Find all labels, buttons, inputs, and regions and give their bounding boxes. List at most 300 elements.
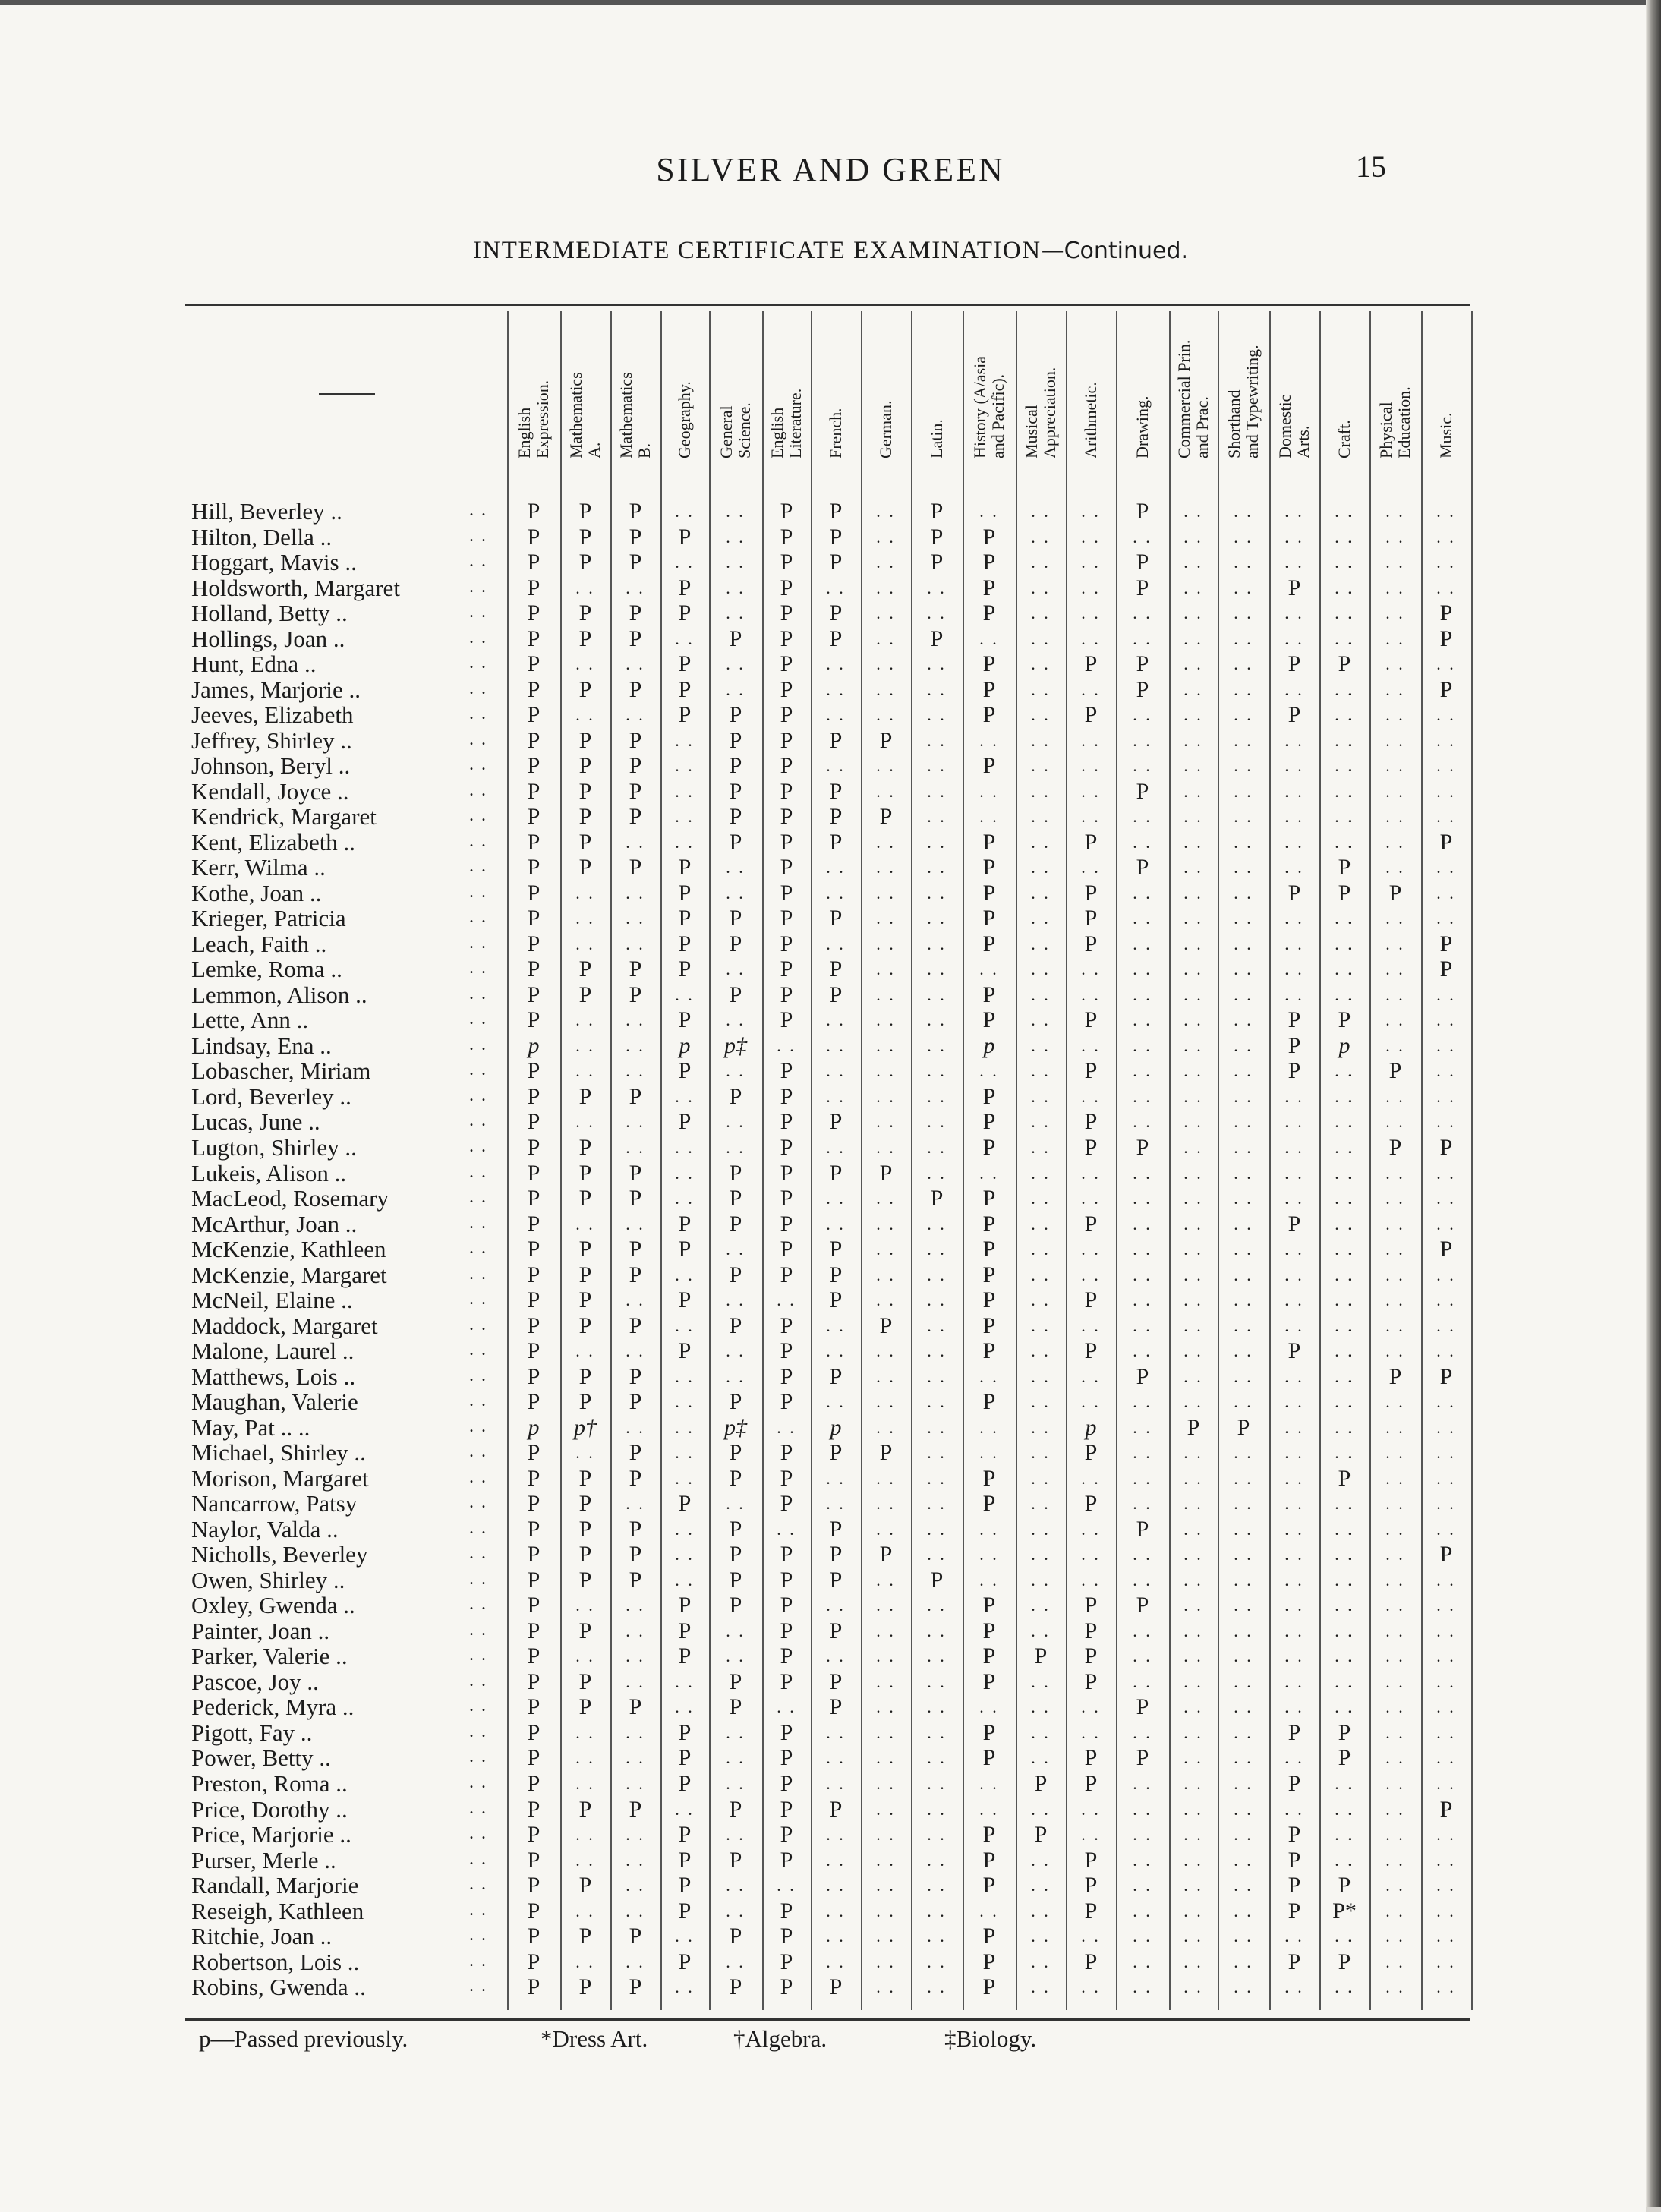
leader-dots: . .	[469, 1594, 487, 1615]
result-cell: . .	[1081, 985, 1101, 1004]
result-cell: P	[678, 1643, 692, 1669]
leader-dots: . .	[469, 1950, 487, 1971]
result-cell: . .	[1031, 1952, 1051, 1971]
result-cell: . .	[1436, 1417, 1456, 1437]
result-cell: . .	[876, 1035, 896, 1055]
result-cell: . .	[1234, 1722, 1253, 1742]
result-cell: P	[729, 1847, 742, 1873]
result-cell: P	[578, 1567, 592, 1593]
result-cell: . .	[876, 679, 896, 699]
result-cell: . .	[927, 934, 947, 953]
result-cell: P	[629, 1974, 642, 2000]
result-cell: . .	[675, 1392, 695, 1412]
result-cell: . .	[575, 705, 595, 725]
column-header-label: Geography.	[675, 381, 694, 458]
result-cell: . .	[826, 1061, 846, 1081]
result-cell: P	[780, 1491, 793, 1517]
result-cell: . .	[1436, 578, 1456, 597]
result-cell: . .	[1234, 1035, 1253, 1055]
result-cell: . .	[1081, 527, 1101, 547]
result-cell: . .	[1284, 1443, 1304, 1463]
student-name: Pascoe, Joy ..	[191, 1668, 319, 1695]
result-cell: P	[982, 1491, 996, 1517]
result-cell: . .	[1031, 1366, 1051, 1386]
result-cell: . .	[1031, 1697, 1051, 1717]
result-cell: . .	[1081, 1366, 1101, 1386]
result-cell: P	[629, 1465, 642, 1491]
result-cell: P	[982, 1618, 996, 1643]
result-cell: P	[678, 1237, 692, 1262]
result-cell: P	[1338, 1007, 1351, 1033]
result-cell: P	[1288, 1873, 1301, 1898]
result-cell: . .	[876, 1672, 896, 1691]
column-header-label: Craft.	[1335, 420, 1354, 458]
result-cell: . .	[979, 1545, 999, 1564]
result-cell: P	[578, 1974, 592, 2000]
result-cell: . .	[1335, 1214, 1354, 1234]
result-cell: . .	[876, 1570, 896, 1590]
result-cell: P	[982, 575, 996, 600]
result-cell: . .	[1234, 1138, 1253, 1157]
result-cell: . .	[1385, 1621, 1405, 1640]
leader-dots: . .	[469, 1721, 487, 1741]
table-row	[0, 1618, 1661, 1644]
result-cell: . .	[1284, 1417, 1304, 1437]
student-name: MacLeod, Rosemary	[191, 1185, 389, 1212]
result-cell: . .	[1081, 1570, 1101, 1590]
result-cell: . .	[1133, 1799, 1152, 1819]
table-row	[0, 1262, 1661, 1288]
result-cell: P	[982, 1847, 996, 1873]
result-cell: P	[829, 829, 843, 855]
result-cell: . .	[726, 553, 745, 572]
result-cell: . .	[726, 679, 745, 699]
result-cell: P	[829, 956, 843, 982]
result-cell: . .	[927, 1316, 947, 1335]
student-name: Hilton, Della ..	[191, 523, 333, 550]
result-cell: . .	[1284, 1189, 1304, 1208]
result-cell: . .	[1385, 959, 1405, 979]
result-cell: . .	[1133, 1646, 1152, 1666]
result-cell: . .	[1031, 1621, 1051, 1640]
result-cell: . .	[626, 705, 645, 725]
result-cell: P	[527, 1363, 541, 1389]
result-cell: . .	[826, 1494, 846, 1514]
leader-dots: . .	[469, 881, 487, 902]
result-cell: P	[1439, 676, 1453, 702]
result-cell: P	[629, 727, 642, 753]
result-cell: . .	[1031, 1977, 1051, 1997]
result-cell: P	[1338, 1719, 1351, 1745]
result-cell: . .	[979, 807, 999, 827]
result-cell: P	[780, 1186, 793, 1212]
result-cell: P	[729, 1186, 742, 1212]
result-cell: . .	[1031, 1494, 1051, 1514]
result-cell: . .	[1184, 1189, 1203, 1208]
result-cell: . .	[1385, 1927, 1405, 1946]
result-cell: P	[1084, 1058, 1098, 1084]
result-cell: P	[1136, 1516, 1149, 1542]
result-cell: P	[1439, 1363, 1453, 1389]
result-cell: P	[1136, 499, 1149, 524]
result-cell: P	[930, 550, 944, 575]
result-cell: P	[527, 1668, 541, 1694]
leader-dots: . .	[469, 1263, 487, 1284]
result-cell: P	[982, 829, 996, 855]
result-cell: . .	[1031, 1316, 1051, 1335]
result-cell: P	[1439, 956, 1453, 982]
result-cell: P	[982, 855, 996, 881]
result-cell: . .	[1284, 1697, 1304, 1717]
result-cell: . .	[1234, 1570, 1253, 1590]
result-cell: P	[629, 982, 642, 1007]
result-cell: . .	[1133, 1901, 1152, 1921]
leader-dots: . .	[469, 907, 487, 928]
student-name: Maughan, Valerie	[191, 1388, 358, 1416]
result-cell: . .	[876, 1494, 896, 1514]
result-cell: P	[982, 1873, 996, 1898]
result-cell: . .	[726, 502, 745, 521]
result-cell: . .	[1335, 959, 1354, 979]
result-cell: . .	[626, 1035, 645, 1055]
result-cell: . .	[1234, 1596, 1253, 1615]
result-cell: . .	[726, 1646, 745, 1666]
result-cell: . .	[876, 909, 896, 928]
result-cell: . .	[1436, 858, 1456, 878]
column-header-label: Mathematics A.	[566, 372, 604, 458]
result-cell: P	[1288, 1007, 1301, 1033]
result-cell: P	[780, 1211, 793, 1237]
result-cell: . .	[575, 1112, 595, 1132]
column-header	[660, 311, 709, 463]
result-cell: . .	[927, 1468, 947, 1488]
result-cell: P	[780, 1312, 793, 1338]
result-cell: P	[578, 1083, 592, 1109]
column-header	[1116, 311, 1169, 463]
column-header	[610, 311, 660, 463]
result-cell: P	[527, 727, 541, 753]
result-cell: . .	[1234, 603, 1253, 623]
result-cell: P	[578, 1389, 592, 1415]
column-header-label: Arithmetic.	[1081, 382, 1100, 458]
result-cell: P	[780, 778, 793, 804]
result-cell: . .	[1436, 1265, 1456, 1284]
result-cell: P	[1136, 778, 1149, 804]
result-cell: . .	[1335, 629, 1354, 648]
result-cell: P	[527, 499, 541, 524]
student-name: Kerr, Wilma ..	[191, 854, 326, 881]
result-cell: . .	[927, 1392, 947, 1412]
result-cell: . .	[1385, 1570, 1405, 1590]
table-row	[0, 956, 1661, 982]
result-cell: P	[780, 575, 793, 600]
legend-passed-previously: p—Passed previously.	[199, 2025, 408, 2052]
result-cell: . .	[1284, 629, 1304, 648]
result-cell: . .	[1133, 985, 1152, 1004]
column-header	[709, 311, 762, 463]
result-cell: . .	[1335, 1570, 1354, 1590]
result-cell: P	[527, 804, 541, 830]
student-name: Johnson, Beryl ..	[191, 752, 351, 780]
result-cell: . .	[626, 1774, 645, 1793]
table-row	[0, 779, 1661, 805]
result-cell: . .	[726, 1240, 745, 1259]
student-name: McNeil, Elaine ..	[191, 1287, 353, 1314]
result-cell: . .	[1335, 1086, 1354, 1106]
result-cell: P	[578, 600, 592, 626]
table-row	[0, 1568, 1661, 1593]
student-name: Hoggart, Mavis ..	[191, 549, 357, 576]
result-cell: P	[678, 1007, 692, 1033]
result-cell: . .	[1184, 603, 1203, 623]
student-name: Lemke, Roma ..	[191, 956, 342, 983]
result-cell: P	[678, 1109, 692, 1135]
result-cell: . .	[1385, 1545, 1405, 1564]
result-cell: . .	[1133, 807, 1152, 827]
student-name: Robertson, Lois ..	[191, 1948, 360, 1975]
result-cell: . .	[876, 1825, 896, 1845]
result-cell: . .	[1385, 1952, 1405, 1971]
result-cell: . .	[1335, 1494, 1354, 1514]
result-cell: P	[1439, 625, 1453, 651]
result-cell: . .	[876, 1392, 896, 1412]
result-cell: P	[1338, 1745, 1351, 1771]
result-cell: P	[879, 1542, 893, 1568]
result-cell: . .	[1133, 959, 1152, 979]
result-cell: P	[729, 829, 742, 855]
result-cell: P	[527, 1287, 541, 1313]
student-name: Malone, Laurel ..	[191, 1338, 355, 1365]
result-cell: . .	[1385, 1596, 1405, 1615]
result-cell: . .	[675, 1799, 695, 1819]
result-cell: P	[1084, 1873, 1098, 1898]
column-header	[560, 311, 610, 463]
result-cell: P	[982, 1135, 996, 1160]
result-cell: . .	[675, 1265, 695, 1284]
column-header-label: French.	[826, 408, 845, 458]
result-cell: . .	[1385, 578, 1405, 597]
result-cell: . .	[826, 1392, 846, 1412]
result-cell: P	[829, 1363, 843, 1389]
result-cell: . .	[1184, 1621, 1203, 1640]
result-cell: . .	[979, 781, 999, 801]
table-row	[0, 753, 1661, 779]
result-cell: . .	[1081, 1189, 1101, 1208]
result-cell: . .	[1133, 883, 1152, 903]
result-cell: . .	[1234, 1214, 1253, 1234]
result-cell: P	[729, 625, 742, 651]
result-cell: P	[729, 1211, 742, 1237]
result-cell: P	[1388, 1058, 1402, 1084]
result-cell: . .	[876, 1722, 896, 1742]
result-cell: P	[780, 1643, 793, 1669]
result-cell: P	[527, 1924, 541, 1949]
result-cell: . .	[826, 1189, 846, 1208]
result-cell: . .	[1133, 1722, 1152, 1742]
result-cell: . .	[1133, 1494, 1152, 1514]
result-cell: . .	[626, 1341, 645, 1361]
result-cell: P	[1034, 1822, 1048, 1848]
student-name: Oxley, Gwenda ..	[191, 1592, 355, 1619]
result-cell: . .	[1284, 1290, 1304, 1310]
result-cell: . .	[1031, 603, 1051, 623]
table-row	[0, 1466, 1661, 1492]
result-cell: . .	[826, 654, 846, 674]
result-cell: P	[629, 753, 642, 779]
result-cell: P	[578, 1796, 592, 1822]
result-cell: P	[629, 550, 642, 575]
result-cell: . .	[626, 934, 645, 953]
result-cell: . .	[626, 654, 645, 674]
result-cell: P	[780, 1745, 793, 1771]
result-cell: . .	[876, 1417, 896, 1437]
result-cell: P	[1439, 1135, 1453, 1160]
result-cell: . .	[1184, 1138, 1203, 1157]
book-spine-edge	[1646, 0, 1661, 2207]
result-cell: P	[527, 1898, 541, 1924]
result-cell: . .	[1031, 1927, 1051, 1946]
result-cell: P	[678, 1287, 692, 1313]
column-header-label: English Expression.	[515, 380, 552, 458]
result-cell: . .	[1284, 1748, 1304, 1768]
result-cell: . .	[876, 1341, 896, 1361]
result-cell: . .	[1234, 1086, 1253, 1106]
result-cell: P	[829, 524, 843, 550]
result-cell: . .	[1284, 1646, 1304, 1666]
column-header	[1016, 311, 1066, 463]
result-cell: . .	[1234, 1646, 1253, 1666]
result-cell: P	[729, 1312, 742, 1338]
student-name: Pigott, Fay ..	[191, 1719, 313, 1746]
result-cell: P	[1084, 906, 1098, 931]
table-row	[0, 804, 1661, 830]
result-cell: . .	[1031, 1265, 1051, 1284]
result-cell: . .	[726, 1341, 745, 1361]
result-cell: P	[1084, 1745, 1098, 1771]
result-cell: . .	[876, 1519, 896, 1539]
result-cell: . .	[1031, 1112, 1051, 1132]
result-cell: . .	[675, 1672, 695, 1691]
result-cell: . .	[1031, 909, 1051, 928]
student-name: Owen, Shirley ..	[191, 1566, 345, 1593]
table-row	[0, 906, 1661, 931]
result-cell: . .	[626, 883, 645, 903]
result-cell: . .	[1284, 1977, 1304, 1997]
result-cell: P	[578, 499, 592, 524]
table-row	[0, 881, 1661, 906]
result-cell: P	[678, 1211, 692, 1237]
result-cell: P	[1136, 651, 1149, 677]
result-cell: . .	[1234, 629, 1253, 648]
result-cell: P	[629, 1262, 642, 1287]
result-cell: . .	[1133, 1392, 1152, 1412]
leader-dots: . .	[469, 1416, 487, 1436]
student-name: Ritchie, Joan ..	[191, 1923, 333, 1950]
result-cell: . .	[626, 1876, 645, 1895]
result-cell: . .	[626, 1010, 645, 1030]
table-row	[0, 499, 1661, 525]
result-cell: P	[829, 982, 843, 1007]
result-cell: P	[629, 1694, 642, 1720]
result-cell: . .	[1385, 730, 1405, 750]
table-row	[0, 1058, 1661, 1084]
table-row	[0, 575, 1661, 601]
result-cell: P	[678, 855, 692, 881]
result-cell: . .	[1284, 858, 1304, 878]
result-cell: . .	[1284, 756, 1304, 776]
result-cell: . .	[1133, 1061, 1152, 1081]
result-cell: P	[780, 1847, 793, 1873]
result-cell: . .	[1385, 1086, 1405, 1106]
result-cell: . .	[1335, 1825, 1354, 1845]
student-name: McArthur, Joan ..	[191, 1210, 358, 1237]
result-cell: P*	[1332, 1898, 1357, 1924]
leader-dots: . .	[469, 551, 487, 572]
result-cell: P	[780, 956, 793, 982]
result-cell: P	[982, 1643, 996, 1669]
result-cell: P	[829, 1262, 843, 1287]
leader-dots: . .	[469, 729, 487, 749]
table-row	[0, 1389, 1661, 1415]
result-cell: . .	[626, 1901, 645, 1921]
column-header	[811, 311, 861, 463]
result-cell: . .	[1436, 883, 1456, 903]
column-header-label: General Science.	[717, 402, 754, 458]
result-cell: p	[1085, 1414, 1097, 1440]
result-cell: . .	[876, 629, 896, 648]
result-cell: . .	[1031, 578, 1051, 597]
leader-dots: . .	[469, 678, 487, 698]
column-header	[911, 311, 963, 463]
result-cell: P	[729, 906, 742, 931]
result-cell: . .	[1284, 1163, 1304, 1183]
result-cell: . .	[1234, 832, 1253, 852]
leader-dots: . .	[469, 1442, 487, 1462]
result-cell: P	[527, 753, 541, 779]
result-cell: P	[1439, 1237, 1453, 1262]
result-cell: . .	[1234, 1927, 1253, 1946]
table-row	[0, 677, 1661, 703]
result-cell: P	[1288, 1719, 1301, 1745]
result-cell: . .	[826, 1774, 846, 1793]
result-cell: . .	[1284, 1672, 1304, 1691]
legend-dress-art: *Dress Art.	[541, 2025, 648, 2052]
result-cell: . .	[979, 1443, 999, 1463]
result-cell: . .	[1436, 730, 1456, 750]
table-row	[0, 702, 1661, 728]
result-cell: P	[982, 1745, 996, 1771]
result-cell: P	[982, 676, 996, 702]
result-cell: P	[829, 550, 843, 575]
result-cell: P	[829, 1440, 843, 1466]
result-cell: P	[780, 1083, 793, 1109]
result-cell: . .	[1335, 1519, 1354, 1539]
leader-dots: . .	[469, 1798, 487, 1818]
result-cell: . .	[927, 679, 947, 699]
result-cell: P	[780, 651, 793, 677]
result-cell: P	[678, 575, 692, 600]
result-cell: . .	[1184, 1519, 1203, 1539]
result-cell: . .	[1385, 1035, 1405, 1055]
result-cell: . .	[1031, 934, 1051, 953]
result-cell: . .	[575, 1850, 595, 1870]
result-cell: . .	[1436, 1494, 1456, 1514]
result-cell: P	[829, 1160, 843, 1186]
result-cell: . .	[1436, 985, 1456, 1004]
result-cell: . .	[675, 1189, 695, 1208]
result-cell: . .	[575, 1646, 595, 1666]
result-cell: P	[1288, 1847, 1301, 1873]
